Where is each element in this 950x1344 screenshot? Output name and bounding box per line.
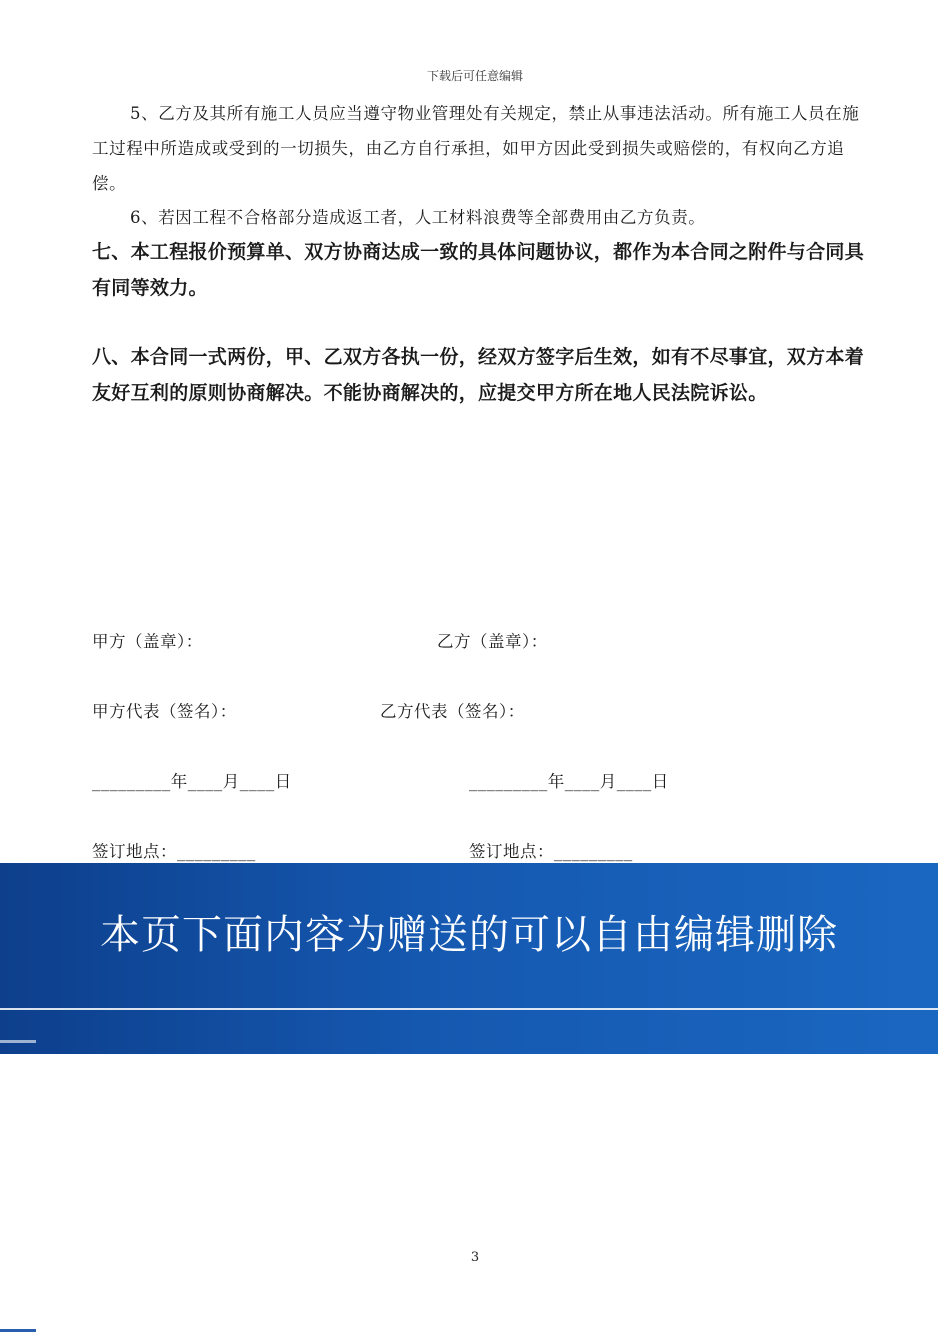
page-number: 3 xyxy=(470,1250,480,1265)
party-a-seal-label: 甲方（盖章）： xyxy=(92,632,203,651)
corner-mark xyxy=(0,1329,36,1332)
section-8: 八、本合同一式两份，甲、乙双方各执一份，经双方签字后生效，如有不尽事宜，双方本着友好互利的原则协商解决。不能协商解决的，应提交甲方所在地人民法院诉讼。 xyxy=(92,346,865,404)
section-7: 七、本工程报价预算单、双方协商达成一致的具体问题协议，都作为本合同之附件与合同具有同等效力。 xyxy=(92,241,865,299)
party-a-place: 签订地点：_________ xyxy=(92,842,256,861)
party-b-seal-label: 乙方（盖章）： xyxy=(437,632,548,651)
clause-5: 5、乙方及其所有施工人员应当遵守物业管理处有关规定，禁止从事违法活动。所有施工人员在施工过程中所造成或受到的一切损失，由乙方自行承担，如甲方因此受到损失或赔偿的，有权向乙方追偿。 xyxy=(92,104,860,193)
party-b-rep-label: 乙方代表（签名）： xyxy=(380,702,525,721)
page-header: 下载后可任意编辑 xyxy=(426,69,523,83)
party-b-place: 签订地点：_________ xyxy=(469,842,633,861)
banner-title: 本页下面内容为赠送的可以自由编辑删除 xyxy=(100,912,838,958)
banner-divider xyxy=(0,1008,938,1010)
clause-6: 6、若因工程不合格部分造成返工者，人工材料浪费等全部费用由乙方负责。 xyxy=(130,208,706,227)
party-a-date: _________年____月____日 xyxy=(92,772,292,791)
banner-accent xyxy=(0,1040,36,1043)
gift-banner xyxy=(0,863,938,1054)
party-a-rep-label: 甲方代表（签名）： xyxy=(92,702,237,721)
party-b-date: _________年____月____日 xyxy=(469,772,669,791)
